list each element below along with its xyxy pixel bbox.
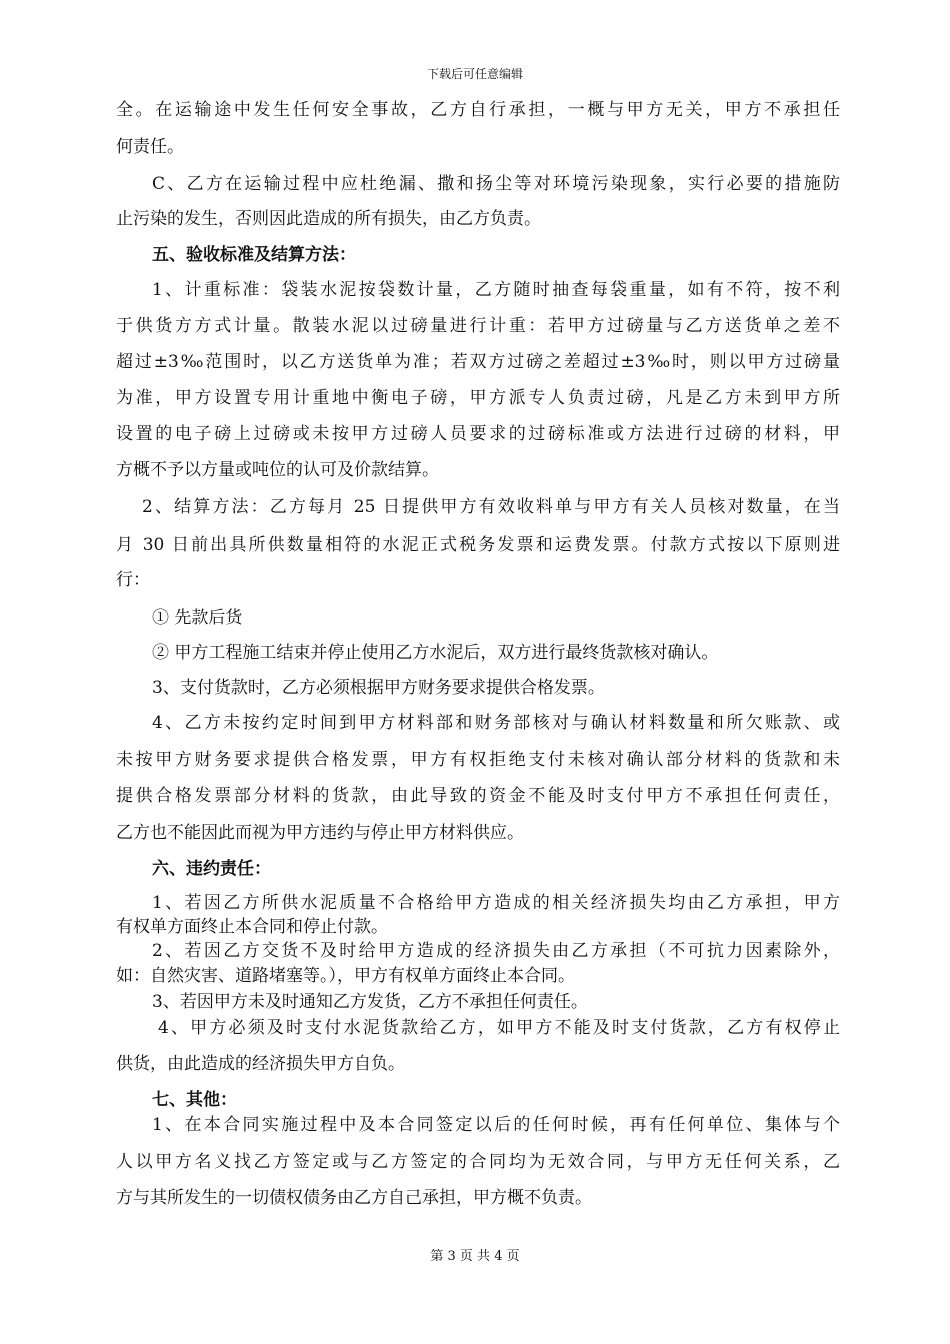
body-line: 如：自然灾害、道路堵塞等。），甲方有权单方面终止本合同。 [116, 966, 575, 986]
body-line: 2、若因乙方交货不及时给甲方造成的经济损失由乙方承担（不可抗力因素除外， [152, 941, 840, 961]
body-line: 人以甲方名义找乙方签定或与乙方签定的合同均为无效合同，与甲方无任何关系，乙 [116, 1152, 840, 1172]
page-header: 下载后可任意编辑 [426, 67, 523, 81]
body-line: 止污染的发生，否则因此造成的所有损失，由乙方负责。 [116, 209, 541, 229]
page-footer: 第 3 页 共 4 页 [430, 1249, 520, 1264]
body-line: 于供货方方式计量。散装水泥以过磅量进行计重：若甲方过磅量与乙方送货单之差不 [116, 316, 840, 336]
body-line: 3、支付货款时，乙方必须根据甲方财务要求提供合格发票。 [152, 678, 605, 698]
body-line: 方概不予以方量或吨位的认可及价款结算。 [116, 460, 439, 480]
body-line: 供货，由此造成的经济损失甲方自负。 [116, 1054, 405, 1074]
body-line: 4、甲方必须及时支付水泥货款给乙方，如甲方不能及时支付货款，乙方有权停止 [158, 1018, 840, 1038]
body-line: 全。在运输途中发生任何安全事故，乙方自行承担，一概与甲方无关，甲方不承担任 [116, 100, 840, 120]
body-line: 4、乙方未按约定时间到甲方材料部和财务部核对与确认材料数量和所欠账款、或 [152, 713, 840, 733]
body-line: ① 先款后货 [152, 608, 243, 628]
body-line: 1、在本合同实施过程中及本合同签定以后的任何时候，再有任何单位、集体与个 [152, 1115, 840, 1135]
body-line: 1、计重标准：袋装水泥按袋数计量，乙方随时抽查每袋重量，如有不符，按不利 [152, 280, 840, 300]
body-line: 未按甲方财务要求提供合格发票，甲方有权拒绝支付未核对确认部分材料的货款和未 [116, 750, 840, 770]
body-line: 超过±3‰范围时，以乙方送货单为准；若双方过磅之差超过±3‰时，则以甲方过磅量 [116, 352, 840, 372]
body-line: 有权单方面终止本合同和停止付款。 [116, 917, 388, 937]
section-heading: 七、其他： [152, 1090, 237, 1110]
body-line: 1、若因乙方所供水泥质量不合格给甲方造成的相关经济损失均由乙方承担，甲方 [152, 893, 840, 913]
body-line: 乙方也不能因此而视为甲方违约与停止甲方材料供应。 [116, 823, 524, 843]
body-line: ② 甲方工程施工结束并停止使用乙方水泥后，双方进行最终货款核对确认。 [152, 643, 719, 663]
body-line: 何责任。 [116, 137, 184, 157]
body-line: 方与其所发生的一切债权债务由乙方自己承担，甲方概不负责。 [116, 1188, 592, 1208]
body-line: 提供合格发票部分材料的货款，由此导致的资金不能及时支付甲方不承担任何责任， [116, 786, 840, 806]
body-line: 3、若因甲方未及时通知乙方发货，乙方不承担任何责任。 [152, 992, 588, 1012]
body-line: 2、结算方法：乙方每月 25 日提供甲方有效收料单与甲方有关人员核对数量，在当 [142, 497, 840, 517]
body-line: C、乙方在运输过程中应杜绝漏、撒和扬尘等对环境污染现象，实行必要的措施防 [152, 174, 840, 194]
body-line: 设置的电子磅上过磅或未按甲方过磅人员要求的过磅标准或方法进行过磅的材料，甲 [116, 424, 840, 444]
section-heading: 六、违约责任： [152, 859, 271, 879]
body-line: 为准，甲方设置专用计重地中衡电子磅，甲方派专人负责过磅，凡是乙方未到甲方所 [116, 388, 840, 408]
section-heading: 五、验收标准及结算方法： [152, 245, 356, 265]
body-line: 月 30 日前出具所供数量相符的水泥正式税务发票和运费发票。付款方式按以下原则进 [116, 535, 840, 555]
body-line: 行： [116, 570, 150, 590]
